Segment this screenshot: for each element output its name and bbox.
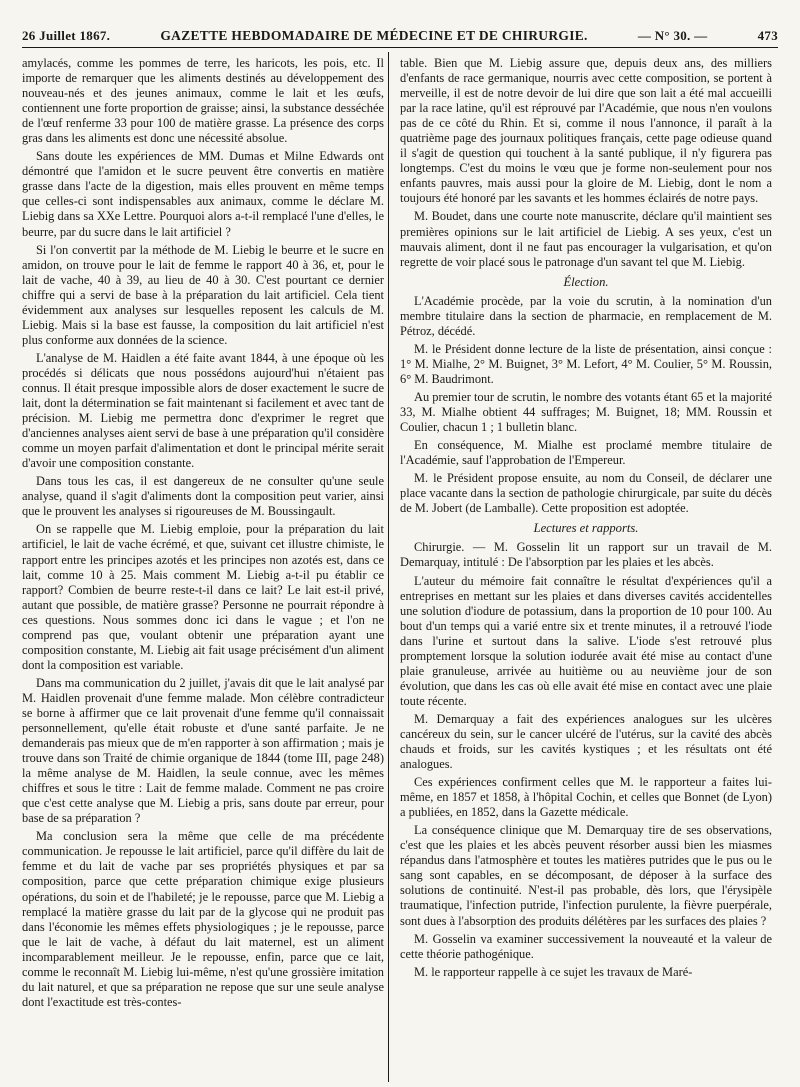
paragraph: Au premier tour de scrutin, le nombre des votants étant 65 et la majorité 33, M. Mialhe obtient 44 suffrages; M. Buignet, 18; MM. Roussin et Coulier, chacun 1 ; 1 bulletin blanc.: [400, 389, 772, 435]
paragraph: L'analyse de M. Haidlen a été faite avant 1844, à une époque où les procédés si délicats que nous possédons aujourd'hui n'étaient pas connus. Il était presque impossible alors de doser exactement le sucre de lait, dont la détermination se fait maintenant si facilement et avec tant de précision. M. Liebig me permettra donc d'exprimer le regret que d'anciennes analyses aient servi de base à une préparation qu'il considère comme un moyen parfait d'alimentation et dont le principal mérite serait d'avoir une composition constante.: [22, 350, 384, 471]
paragraph: Dans tous les cas, il est dangereux de ne consulter qu'une seule analyse, quand il s'agit d'aliments dont la composition peut varier, ainsi que le prouvent les analyses si rigoureuses de M. Boussingault.: [22, 474, 384, 519]
left-column: [22, 56, 384, 1013]
paragraph: L'Académie procède, par la voie du scrutin, à la nomination d'un membre titulaire dans la section de pharmacie, en remplacement de M. Pétroz, décédé.: [400, 293, 772, 338]
paragraph: Si l'on convertit par la méthode de M. Liebig le beurre et le sucre en amidon, on trouve pour le lait de femme le rapport 40 à 36, et, pour le lait de vache, 40 à 39, au lieu de 40 à 30. C'est pourtant ce dernier chiffre qui a servi de base à la préparation du lait artificiel. Cela tient évidemment aux analyses sur lesquelles reposent les calculs de M. Liebig. Mais si la base est fausse, la composition du lait artificiel n'est plus conforme aux données de la science.: [22, 242, 384, 347]
paragraph: M. Demarquay a fait des expériences analogues sur les ulcères cancéreux du sein, sur le cancer ulcéré de l'utérus, sur la cavité des abcès chauds et froids, sur les cavités kystiques ; et les résultats ont été analogues.: [400, 711, 772, 772]
paragraph: M. le rapporteur rappelle à ce sujet les travaux de Maré-: [414, 964, 693, 979]
paragraph: table. Bien que M. Liebig assure que, depuis deux ans, des milliers d'enfants de race germanique, nourris avec cette composition, se portent à merveille, il est de notre devoir de lui dire que son lait a été mal accueilli par la race latine, qu'il est réprouvé par l'Académie, que nous n'en voulons pas de ce côté du Rhin. Et si, comme il nous l'annonce, il paraît à la quatrième page des journaux politiques français, cette page odieuse quand il s'agit de question qui touchent à la santé publique, il n'y figurera pas longtemps. C'est du moins le vœu que je forme non-seulement pour nos enfants pauvres, mais aussi pour la gloire de M. Liebig, dont le nom a toujours été honoré par les savants et les hommes éclairés de notre pays.: [400, 56, 772, 206]
right-column: [400, 56, 772, 983]
paragraph: En conséquence, M. Mialhe est proclamé membre titulaire de l'Académie, sauf l'approbation de l'Empereur.: [400, 438, 772, 468]
paragraph: Sans doute les expériences de MM. Dumas et Milne Edwards ont démontré que l'amidon et le sucre peuvent être convertis en matière grasse dans l'acte de la digestion, mais elles prouvent en même temps que celles-ci sont indispensables aux animaux, comme le déclare M. Liebig dans sa XXe Lettre. Pourquoi alors a-t-il remplacé l'une d'elles, le beurre, par du sucre dans le lait artificiel ?: [22, 149, 384, 239]
running-header: [22, 22, 778, 44]
paragraph: M. le Président propose ensuite, au nom du Conseil, de déclarer une place vacante dans la section de pathologie chirurgicale, par suite du décès de M. Jobert (de Lamballe). Cette proposition est adoptée.: [400, 471, 772, 516]
paragraph: M. Boudet, dans une courte note manuscrite, déclare qu'il maintient ses premières opinions sur le lait artificiel de Liebig. A ses yeux, c'est un mauvais aliment, dont il ne faut pas encourager la vulgarisation, et qu'on regrette de voir placé sous le patronage d'un savant tel que M. Liebig.: [400, 209, 772, 269]
paragraph: M. Gosselin va examiner successivement la nouveauté et la valeur de cette théorie pathogénique.: [400, 931, 772, 961]
header-page-number: 473: [757, 28, 778, 43]
paragraph: Ma conclusion sera la même que celle de ma précédente communication. Je repousse le lait artificiel, parce qu'il diffère du lait de femme et du lait de vache par ses propriétés physiques et par sa composition, parce que cette préparation chimique exige plusieurs opérations, du soin et de l'habileté; je le repousse, parce que M. Liebig a remplacé la matière grasse du lait par de la glycose qui ne produit pas dans l'économie les mêmes effets physiologiques ; je le repousse, parce que le lait de vache, à défaut du lait maternel, est un aliment incomparablement meilleur. Je le repousse, enfin, parce que ce lait, comme le reconnaît M. Liebig lui-même, n'est qu'une grossière imitation du lait naturel, et que sa préparation ne repose que sur une seule analyse dont l'exactitude est très-contes-: [22, 829, 384, 1009]
paragraph: L'auteur du mémoire fait connaître le résultat d'expériences qu'il a entreprises en mettant sur les plaies et dans diverses cavités accidentelles une solution d'iodure de potassium, dans la proportion de 10 pour 100. Au bout d'un temps qui a varié entre six et trente minutes, il a retrouvé l'iode dans l'urine et surtout dans la salive. L'iode s'est retrouvé plus promptement lorsque la solution iodurée avait été mise au contact d'une plaie granuleuse, arrivée au huitième ou au neuvième jour de son évolution, que dans les cas où elle avait été mise en contact avec une plaie toute récente.: [400, 573, 772, 708]
header-title: GAZETTE HEBDOMADAIRE DE MÉDECINE ET DE CHIRURGIE.: [160, 28, 588, 43]
paragraph: La conséquence clinique que M. Demarquay tire de ses observations, c'est que les plaies et les abcès peuvent résorber aussi bien les miasmes répandus dans l'atmosphère et toutes les matières putrides que le pus ou le sang sont capables, en se décomposant, de déposer à la surface des solutions de continuité. N'est-il pas probable, dès lors, que l'érysipèle traumatique, l'infection putride, l'infection purulente, la fièvre puerpérale, sont dues à l'absorption des produits délétères par les surfaces des plaies ?: [400, 823, 772, 928]
section-heading-lectures: Lectures et rapports.: [533, 521, 639, 536]
paragraph: Chirurgie. — M. Gosselin lit un rapport sur un travail de M. Demarquay, intitulé : De l'absorption par les plaies et les abcès.: [400, 540, 772, 570]
paragraph: Dans ma communication du 2 juillet, j'avais dit que le lait analysé par M. Haidlen provenait d'une femme malade. Mon célèbre contradicteur se borne à affirmer que ce lait provenait d'une femme qu'il connaissait personnellement, qu'elle était robuste et d'une santé parfaite. Je ne demanderais pas mieux que de m'en rapporter à son affirmation ; mais je trouve dans son Traité de chimie organique de 1844 (tome III, page 248) la même analyse de M. Haidlen, la seule connue, avec les mêmes chiffres et sous le titre : Lait de femme malade. Comment ne pas croire que c'est cette analyse que M. Liebig a pris, sans doute par erreur, pour base de sa préparation ?: [22, 675, 384, 826]
paragraph: On se rappelle que M. Liebig emploie, pour la préparation du lait artificiel, le lait de vache écrémé, et que, suivant cet illustre chimiste, le rapport entre les principes azotés et les principes non azotés est, dans ce lait, comme 10 à 25. Mais comment M. Liebig a-t-il pu établir ce rapport? Combien de beurre reste-t-il dans ce lait? Le lait est-il privé, autant que possible, de matière grasse? Personne ne pourrait répondre à ces questions. Nous sommes donc ici dans le vague ; et l'on ne comprend pas que, voulant obtenir une préparation ayant une composition constante, M. Liebig ait fait usage précisément d'un aliment dont la composition est variable.: [22, 522, 384, 672]
paragraph: Ces expériences confirment celles que M. le rapporteur a faites lui-même, en 1857 et 1858, à l'hôpital Cochin, et celles que Bonnet (de Lyon) a publiées, en 1852, dans la Gazette médicale.: [400, 775, 772, 820]
column-divider: [388, 52, 389, 1082]
header-date: 26 Juillet 1867.: [22, 28, 111, 43]
header-rule: [22, 47, 778, 48]
section-heading-election: Élection.: [563, 274, 609, 289]
header-issue-number: — N° 30. —: [637, 28, 708, 43]
paragraph: M. le Président donne lecture de la liste de présentation, ainsi conçue : 1° M. Mialhe, 2° M. Buignet, 3° M. Lefort, 4° M. Coulier, 5° M. Roussin, 6° M. Baudrimont.: [400, 341, 772, 386]
paragraph: amylacés, comme les pommes de terre, les haricots, les pois, etc. Il importe de remarquer que les aliments destinés au développement des nouveau-nés et des jeunes animaux, comme le lait et les œufs, contiennent une forte proportion de graisse; ainsi, la substance desséchée de l'œuf renferme 33 pour 100 de matière grasse. La présence des corps gras dans les aliments est donc une nécessité absolue.: [22, 56, 384, 146]
